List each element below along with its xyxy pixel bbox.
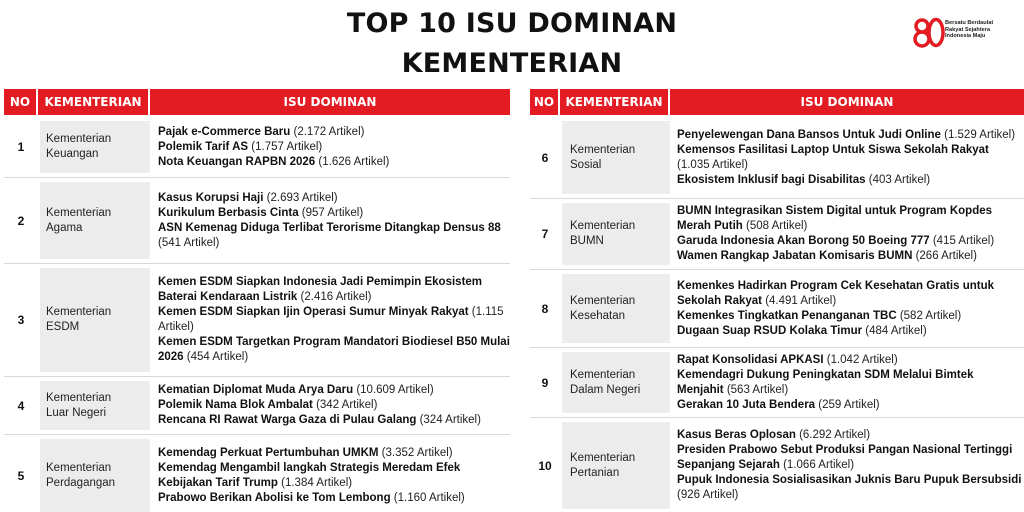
ministry-name-line2: Luar Negeri (46, 406, 107, 419)
issue-list (158, 377, 510, 434)
table-row (530, 270, 1024, 348)
page-title-line1: TOP 10 ISU DOMINAN (346, 8, 678, 39)
issue-title: Kasus Beras Oplosan (677, 429, 796, 441)
issue-title: Presiden Prabowo Sebut Produksi Pangan Nasional Tertinggi Sepanjang Sejarah (677, 444, 1013, 471)
issue-article-count: (259 Artikel) (815, 398, 880, 411)
issue-title: Kemen ESDM Targetkan Program Mandatori Biodiesel B50 Mulai 2026 (158, 336, 510, 363)
issue-item (158, 491, 510, 506)
issue-list (677, 418, 1022, 512)
ministry-name-line1: Kementerian (46, 133, 112, 145)
table-row (4, 377, 510, 435)
issue-item (158, 335, 510, 365)
issue-item (158, 155, 510, 170)
ministry-name (46, 377, 151, 434)
issue-article-count: (1.626 Artikel) (315, 155, 390, 168)
row-number: 8 (541, 301, 549, 316)
table-header (530, 89, 1024, 115)
issue-item (677, 428, 1022, 443)
issue-article-count: (508 Artikel) (742, 220, 808, 232)
issue-article-count: (1.160 Artikel) (390, 492, 465, 504)
row-number: 6 (541, 150, 549, 165)
issue-article-count: (541 Artikel) (158, 236, 220, 249)
table-row (4, 178, 510, 264)
issue-item (677, 324, 1022, 339)
issue-article-count: (563 Artikel) (723, 383, 789, 396)
ministry-name-line2: Keuangan (46, 148, 99, 160)
issue-title: Rencana RI Rawat Warga Gaza di Pulau Galang (158, 414, 417, 426)
ministry-name (46, 435, 151, 512)
issue-title: Pajak e-Commerce Baru (158, 125, 291, 138)
ministry-name-line1: Kementerian (46, 391, 112, 404)
issue-title: Wamen Rangkap Jabatan Komisaris BUMN (677, 250, 913, 262)
ministry-name-line1: Kementerian (570, 368, 636, 381)
issue-item (158, 125, 510, 140)
ministry-name (570, 117, 670, 198)
issue-item (677, 234, 1022, 249)
issue-title: Kemensos Fasilitasi Laptop Untuk Siswa Sekolah Rakyat (677, 143, 989, 156)
ministry-name (570, 348, 670, 417)
row-number: 10 (538, 458, 552, 473)
issue-article-count: (266 Artikel) (912, 250, 977, 262)
issue-item (677, 279, 1022, 309)
row-number: 9 (541, 375, 549, 390)
issue-title: Penyelewengan Dana Bansos Untuk Judi Online (677, 128, 941, 141)
header-no: NO (4, 89, 38, 115)
issue-list (158, 435, 510, 512)
issue-item (158, 191, 510, 206)
issue-article-count: (1.042 Artikel) (823, 353, 898, 366)
issue-title: Polemik Tarif AS (158, 140, 249, 153)
ministry-name-line2: Sosial (570, 158, 602, 171)
issue-title: Polemik Nama Blok Ambalat (158, 399, 313, 411)
ministry-name-line1: Kementerian (46, 206, 112, 219)
issue-title: Kemendagri Dukung Peningkatan SDM Melalui Bimtek Menjahit (677, 368, 974, 396)
issue-item (677, 368, 1022, 398)
issue-title: Kemenkes Tingkatkan Penanganan TBC (677, 309, 897, 322)
table-row (530, 117, 1024, 199)
issue-title: Garuda Indonesia Akan Borong 50 Boeing 777 (677, 235, 930, 247)
issue-item (158, 413, 510, 428)
issue-item (158, 446, 510, 461)
table-row (530, 199, 1024, 270)
issue-article-count: (403 Artikel) (865, 173, 931, 186)
header-kementerian: KEMENTERIAN (38, 89, 150, 115)
header-kementerian: KEMENTERIAN (560, 89, 670, 115)
issue-list (677, 348, 1022, 417)
logo (912, 16, 1022, 50)
issue-title: Pupuk Indonesia Sosialisasikan Juknis Baru Pupuk Bersubsidi (677, 474, 1022, 486)
issue-article-count: (2.693 Artikel) (263, 191, 338, 204)
issue-item (677, 473, 1022, 503)
issue-list (677, 270, 1022, 347)
issue-article-count: (484 Artikel) (862, 324, 927, 337)
issue-article-count: (957 Artikel) (298, 206, 364, 219)
issue-article-count: (3.352 Artikel) (378, 447, 453, 459)
header-isu: ISU DOMINAN (283, 95, 377, 109)
issue-item (677, 398, 1022, 413)
ministry-name-line2: Kesehatan (570, 309, 625, 322)
ministry-name (570, 418, 670, 512)
issue-item (158, 461, 510, 491)
table-row (530, 348, 1024, 418)
row-number: 2 (17, 213, 25, 228)
issue-item (677, 204, 1022, 234)
issue-title: Ekosistem Inklusif bagi Disabilitas (677, 173, 866, 186)
issue-item (677, 143, 1022, 173)
ministry-name-line2: Agama (46, 221, 83, 234)
ministry-name-line1: Kementerian (570, 143, 636, 156)
issue-article-count: (342 Artikel) (312, 399, 378, 411)
issue-item (158, 140, 510, 155)
issue-title: Rapat Konsolidasi APKASI (677, 353, 824, 366)
ministry-name-line2: BUMN (570, 235, 604, 247)
ministry-name (46, 264, 151, 376)
row-number: 7 (541, 227, 549, 241)
ministry-name-line1: Kementerian (570, 451, 636, 464)
issue-item (158, 221, 510, 251)
issue-item (677, 249, 1022, 264)
ministry-name-line2: ESDM (46, 321, 80, 333)
logo-80-icon (912, 16, 946, 50)
logo-tagline: Bersatu Berdaulat Rakyat Sejahtera Indonesia Maju (945, 20, 994, 40)
issue-item (677, 128, 1022, 143)
ministry-name (570, 199, 670, 269)
issue-article-count: (10.609 Artikel) (353, 384, 434, 396)
issue-item (158, 206, 510, 221)
table-row (4, 435, 510, 512)
issue-title: ASN Kemenag Diduga Terlibat Terorisme Ditangkap Densus 88 (158, 221, 501, 234)
header-isu: ISU DOMINAN (800, 95, 894, 109)
ministry-name (46, 117, 151, 177)
issue-title: Kurikulum Berbasis Cinta (158, 206, 299, 219)
ministry-name-line1: Kementerian (570, 294, 636, 307)
issue-title: BUMN Integrasikan Sistem Digital untuk Program Kopdes Merah Putih (677, 205, 993, 232)
issue-title: Kemen ESDM Siapkan Ijin Operasi Sumur Minyak Rakyat (158, 306, 469, 318)
issue-title: Gerakan 10 Juta Bendera (677, 398, 816, 411)
row-number: 5 (17, 469, 25, 483)
issue-item (677, 443, 1022, 473)
issue-article-count: (926 Artikel) (677, 489, 739, 501)
issue-title: Dugaan Suap RSUD Kolaka Timur (677, 324, 863, 337)
issue-item (677, 309, 1022, 324)
issue-title: Kematian Diplomat Muda Arya Daru (158, 384, 354, 396)
ministry-name-line1: Kementerian (46, 306, 112, 318)
issue-title: Kemenkes Hadirkan Program Cek Kesehatan Gratis untuk Sekolah Rakyat (677, 279, 995, 307)
ministry-name (46, 178, 151, 263)
ministry-name-line2: Perdagangan (46, 477, 116, 489)
issue-article-count: (2.172 Artikel) (290, 125, 365, 138)
page-title-line2: KEMENTERIAN (401, 48, 623, 79)
issue-list (677, 117, 1022, 198)
ministry-name-line2: Pertanian (570, 466, 620, 479)
row-number: 1 (17, 140, 25, 154)
issue-article-count: (324 Artikel) (416, 414, 481, 426)
issue-item (677, 173, 1022, 188)
ministry-name-line1: Kementerian (46, 462, 112, 474)
issue-list (158, 264, 510, 376)
issue-article-count: (1.529 Artikel) (940, 128, 1016, 141)
issue-article-count: (1.115 Artikel) (158, 306, 504, 333)
issue-article-count: (6.292 Artikel) (795, 429, 871, 441)
issue-item (158, 305, 510, 335)
issue-list (158, 117, 510, 177)
issue-item (158, 275, 510, 305)
row-number: 4 (17, 398, 25, 413)
issue-list (677, 199, 1022, 269)
issue-title: Kasus Korupsi Haji (158, 191, 264, 204)
table-row (530, 418, 1024, 512)
issue-item (158, 383, 510, 398)
issue-article-count: (582 Artikel) (896, 309, 962, 322)
issue-list (158, 178, 510, 263)
issue-title: Kemendag Mengambil langkah Strategis Meredam Efek Kebijakan Tarif Trump (158, 462, 461, 489)
issue-article-count: (1.757 Artikel) (248, 140, 323, 153)
issue-article-count: (1.066 Artikel) (779, 459, 855, 471)
issue-title: Kemen ESDM Siapkan Indonesia Jadi Pemimpin Ekosistem Baterai Kendaraan Listrik (158, 276, 483, 303)
issue-title: Kemendag Perkuat Pertumbuhan UMKM (158, 447, 379, 459)
ministry-name (570, 270, 670, 347)
issue-article-count: (1.384 Artikel) (277, 477, 353, 489)
issue-article-count: (454 Artikel) (183, 351, 249, 363)
issue-article-count: (4.491 Artikel) (762, 294, 837, 307)
table-row (4, 117, 510, 178)
ministry-name-line2: Dalam Negeri (570, 383, 641, 396)
table-header (4, 89, 510, 115)
header-no: NO (530, 89, 560, 115)
issue-item (677, 353, 1022, 368)
issue-article-count: (1.035 Artikel) (677, 158, 748, 171)
ministry-name-line1: Kementerian (570, 220, 636, 232)
issue-title: Nota Keuangan RAPBN 2026 (158, 155, 316, 168)
issue-item (158, 398, 510, 413)
issue-title: Prabowo Berikan Abolisi ke Tom Lembong (158, 492, 391, 504)
row-number: 3 (17, 313, 25, 327)
issue-article-count: (415 Artikel) (929, 235, 995, 247)
table-row (4, 264, 510, 377)
issue-article-count: (2.416 Artikel) (297, 291, 372, 303)
